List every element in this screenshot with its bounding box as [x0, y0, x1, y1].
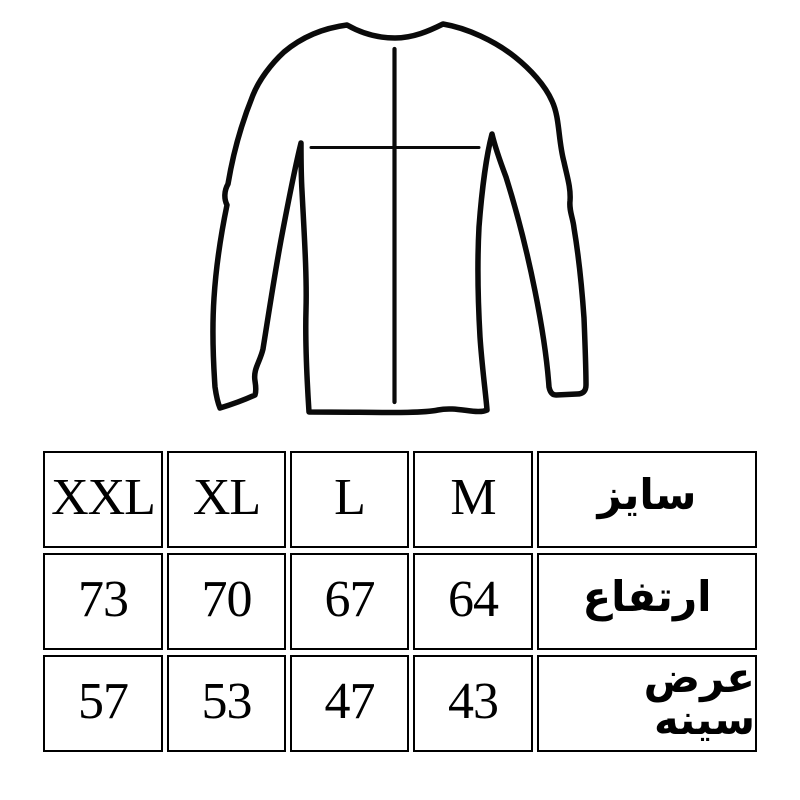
- header-cell-xxl: XXL: [43, 451, 163, 548]
- header-cell-size-label: سایز: [537, 451, 757, 548]
- height-cell-xl: 70: [167, 553, 286, 650]
- chest-cell-m: 43: [413, 655, 533, 752]
- chest-cell-l: 47: [290, 655, 409, 752]
- chest-cell-xl: 53: [167, 655, 286, 752]
- size-table: [43, 451, 757, 752]
- height-cell-l: 67: [290, 553, 409, 650]
- chest-cell-xxl: 57: [43, 655, 163, 752]
- chest-row-label: عرض سینه: [537, 655, 757, 752]
- header-cell-l: L: [290, 451, 409, 548]
- height-cell-m: 64: [413, 553, 533, 650]
- header-cell-m: M: [413, 451, 533, 548]
- header-cell-xl: XL: [167, 451, 286, 548]
- height-row-label: ارتفاع: [537, 553, 757, 650]
- height-cell-xxl: 73: [43, 553, 163, 650]
- shirt-outline: [213, 24, 586, 413]
